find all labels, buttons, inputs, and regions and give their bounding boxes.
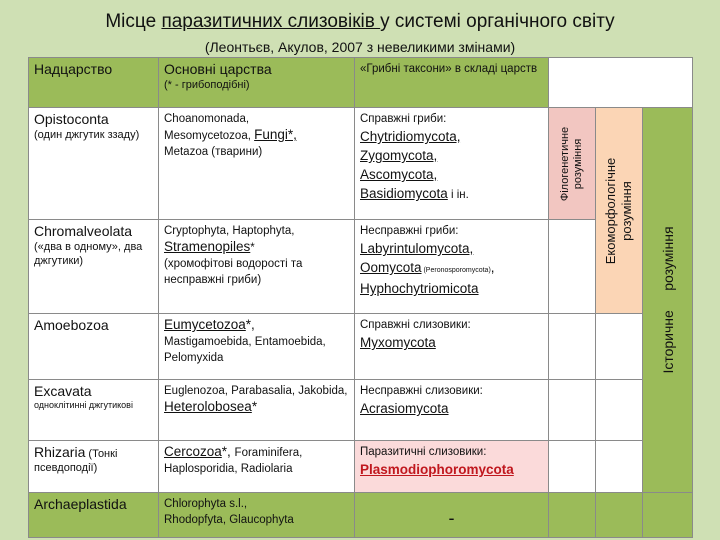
table-row [29, 108, 693, 220]
fungal-taxa-cell [355, 314, 549, 380]
supergroup-cell [29, 380, 159, 441]
header-fungal-taxa: «Грибні таксони» в складі царств [355, 58, 549, 108]
kingdoms-text: Chlorophyta s.l., [164, 498, 248, 510]
taxon-name: Ascomycota, [360, 167, 438, 182]
kingdoms-text: (хромофітові водорості та несправжні гриби) [164, 258, 303, 286]
kingdoms-text: Mastigamoebida, Entamoebida, Pelomyxida [164, 336, 326, 364]
fungal-group-title: Справжні слизовики: [360, 319, 471, 331]
grib-mark: * [251, 399, 258, 414]
header-kingdoms [159, 58, 355, 108]
supergroup-cell [29, 441, 159, 493]
supergroup-name: Chromalveolata [34, 223, 133, 239]
supergroup-cell [29, 220, 159, 314]
kingdoms-text: Mesomycetozoa, [164, 130, 255, 142]
header-supergroup: Надцарство [29, 58, 159, 108]
empty-band-cell [596, 441, 643, 493]
supergroup-cell [29, 314, 159, 380]
phylogenetic-label-line1: Філогенетичне [559, 126, 571, 201]
title-pre: Місце [105, 11, 162, 32]
taxon-name: Myxomycota [360, 335, 436, 350]
taxon-name: Zygomycota, [360, 148, 438, 163]
taxon-synonym: (Peronosporomycota) [421, 267, 491, 274]
kingdoms-text: Rhodopfyta, Glaucophyta [164, 514, 294, 526]
grib-mark: *, [221, 444, 235, 459]
kingdom-link: Cercozoa [164, 444, 222, 459]
empty-band-cell [549, 314, 596, 380]
table-header-row [29, 58, 693, 108]
fungal-taxa-cell-highlight [355, 441, 549, 493]
fungal-taxa-cell [355, 108, 549, 220]
taxon-name: Hyphochytriomicota [360, 281, 479, 296]
supergroup-note: («два в одному», два джгутики) [34, 241, 143, 267]
kingdoms-text: Metazoa (тварини) [164, 146, 263, 158]
taxon-name-highlight: Plasmodiophoromycota [360, 462, 514, 477]
kingdom-link: Stramenopiles [164, 239, 251, 254]
grib-mark: *, [245, 317, 255, 332]
page-subtitle: (Леонтьєв, Акулов, 2007 з невеликими змінами) [204, 39, 516, 55]
taxonomy-table [28, 57, 693, 538]
page-title [0, 10, 720, 34]
supergroup-name: Archaeplastida [34, 496, 127, 512]
supergroup-cell [29, 493, 159, 538]
fungal-group-title: Паразитичні слизовики: [360, 446, 487, 458]
kingdoms-text: Haplosporidia, Radiolaria [164, 463, 293, 475]
kingdom-link: Fungi*, [254, 127, 297, 142]
kingdom-link: Heterolobosea [164, 399, 252, 414]
title-post: у системі органічного світу [380, 11, 615, 32]
empty-band-cell [596, 380, 643, 441]
empty-band-cell [549, 380, 596, 441]
empty-band-cell [596, 314, 643, 380]
taxon-name: Chytridiomycota, [360, 129, 461, 144]
fungal-group-title: Несправжні гриби: [360, 225, 459, 237]
title-underlined: паразитичних слизовіків [161, 11, 381, 32]
kingdoms-text: Choanomonada, [164, 113, 250, 125]
fungal-group-title: Несправжні слизовики: [360, 385, 483, 397]
kingdoms-cell [159, 493, 355, 538]
fungal-group-title: Справжні гриби: [360, 113, 447, 125]
taxon-suffix: і ін. [447, 189, 469, 201]
supergroup-name: Opistoconta [34, 111, 109, 127]
table-row [29, 441, 693, 493]
grib-mark: * [250, 242, 255, 254]
fungal-taxa-cell [355, 380, 549, 441]
taxon-punct: , [490, 260, 495, 275]
empty-band-cell [596, 493, 643, 538]
ecomorph-label-line2: розуміння [619, 180, 634, 241]
taxon-name: Acrasiomycota [360, 401, 449, 416]
supergroup-cell [29, 108, 159, 220]
header-empty-cell [549, 58, 693, 108]
ecomorph-label [603, 157, 635, 264]
table-row [29, 314, 693, 380]
supergroup-note: одноклітинні джгутикові [34, 400, 133, 410]
kingdoms-cell [159, 220, 355, 314]
fungal-taxa-cell [355, 220, 549, 314]
kingdoms-text: Foraminifera, [234, 447, 303, 459]
historical-concept-band [643, 108, 693, 493]
table-row [29, 220, 693, 314]
kingdom-link: Eumycetozoa [164, 317, 246, 332]
phylogenetic-label [559, 126, 585, 200]
taxon-name: Labyrintulomycota, [360, 241, 474, 256]
taxon-name: Oomycota [360, 260, 422, 275]
historical-label: Історичне розуміння [659, 226, 676, 374]
supergroup-note: (Тонкі [85, 448, 118, 460]
fungal-taxa-cell: - [355, 493, 549, 538]
kingdoms-text: Euglenozoa, Parabasalia, Jakobida, [164, 385, 348, 397]
kingdoms-cell [159, 314, 355, 380]
supergroup-note: псевдоподії) [34, 462, 98, 474]
supergroup-name: Amoebozoa [34, 317, 109, 333]
empty-band-cell [643, 493, 693, 538]
kingdoms-cell [159, 380, 355, 441]
supergroup-name: Excavata [34, 383, 92, 399]
phylogenetic-concept-band [549, 108, 596, 220]
supergroup-note: (один джгутик ззаду) [34, 129, 140, 141]
header-kingdoms-title: Основні царства [164, 61, 272, 77]
ecomorphological-concept-band [596, 108, 643, 314]
empty-band-cell [549, 493, 596, 538]
ecomorph-label-line1: Екоморфологічне [603, 157, 618, 264]
kingdoms-cell [159, 108, 355, 220]
table-row [29, 380, 693, 441]
empty-band-cell [549, 220, 596, 314]
supergroup-name: Rhizaria [34, 444, 86, 460]
table-row [29, 493, 693, 538]
phylogenetic-label-line2: розуміння [572, 138, 584, 189]
kingdoms-text: Cryptophyta, Haptophyta, [164, 225, 295, 237]
empty-band-cell [549, 441, 596, 493]
header-kingdoms-note: (* - грибоподібні) [164, 79, 250, 91]
kingdoms-cell [159, 441, 355, 493]
taxon-name: Basidiomycota [360, 186, 448, 201]
